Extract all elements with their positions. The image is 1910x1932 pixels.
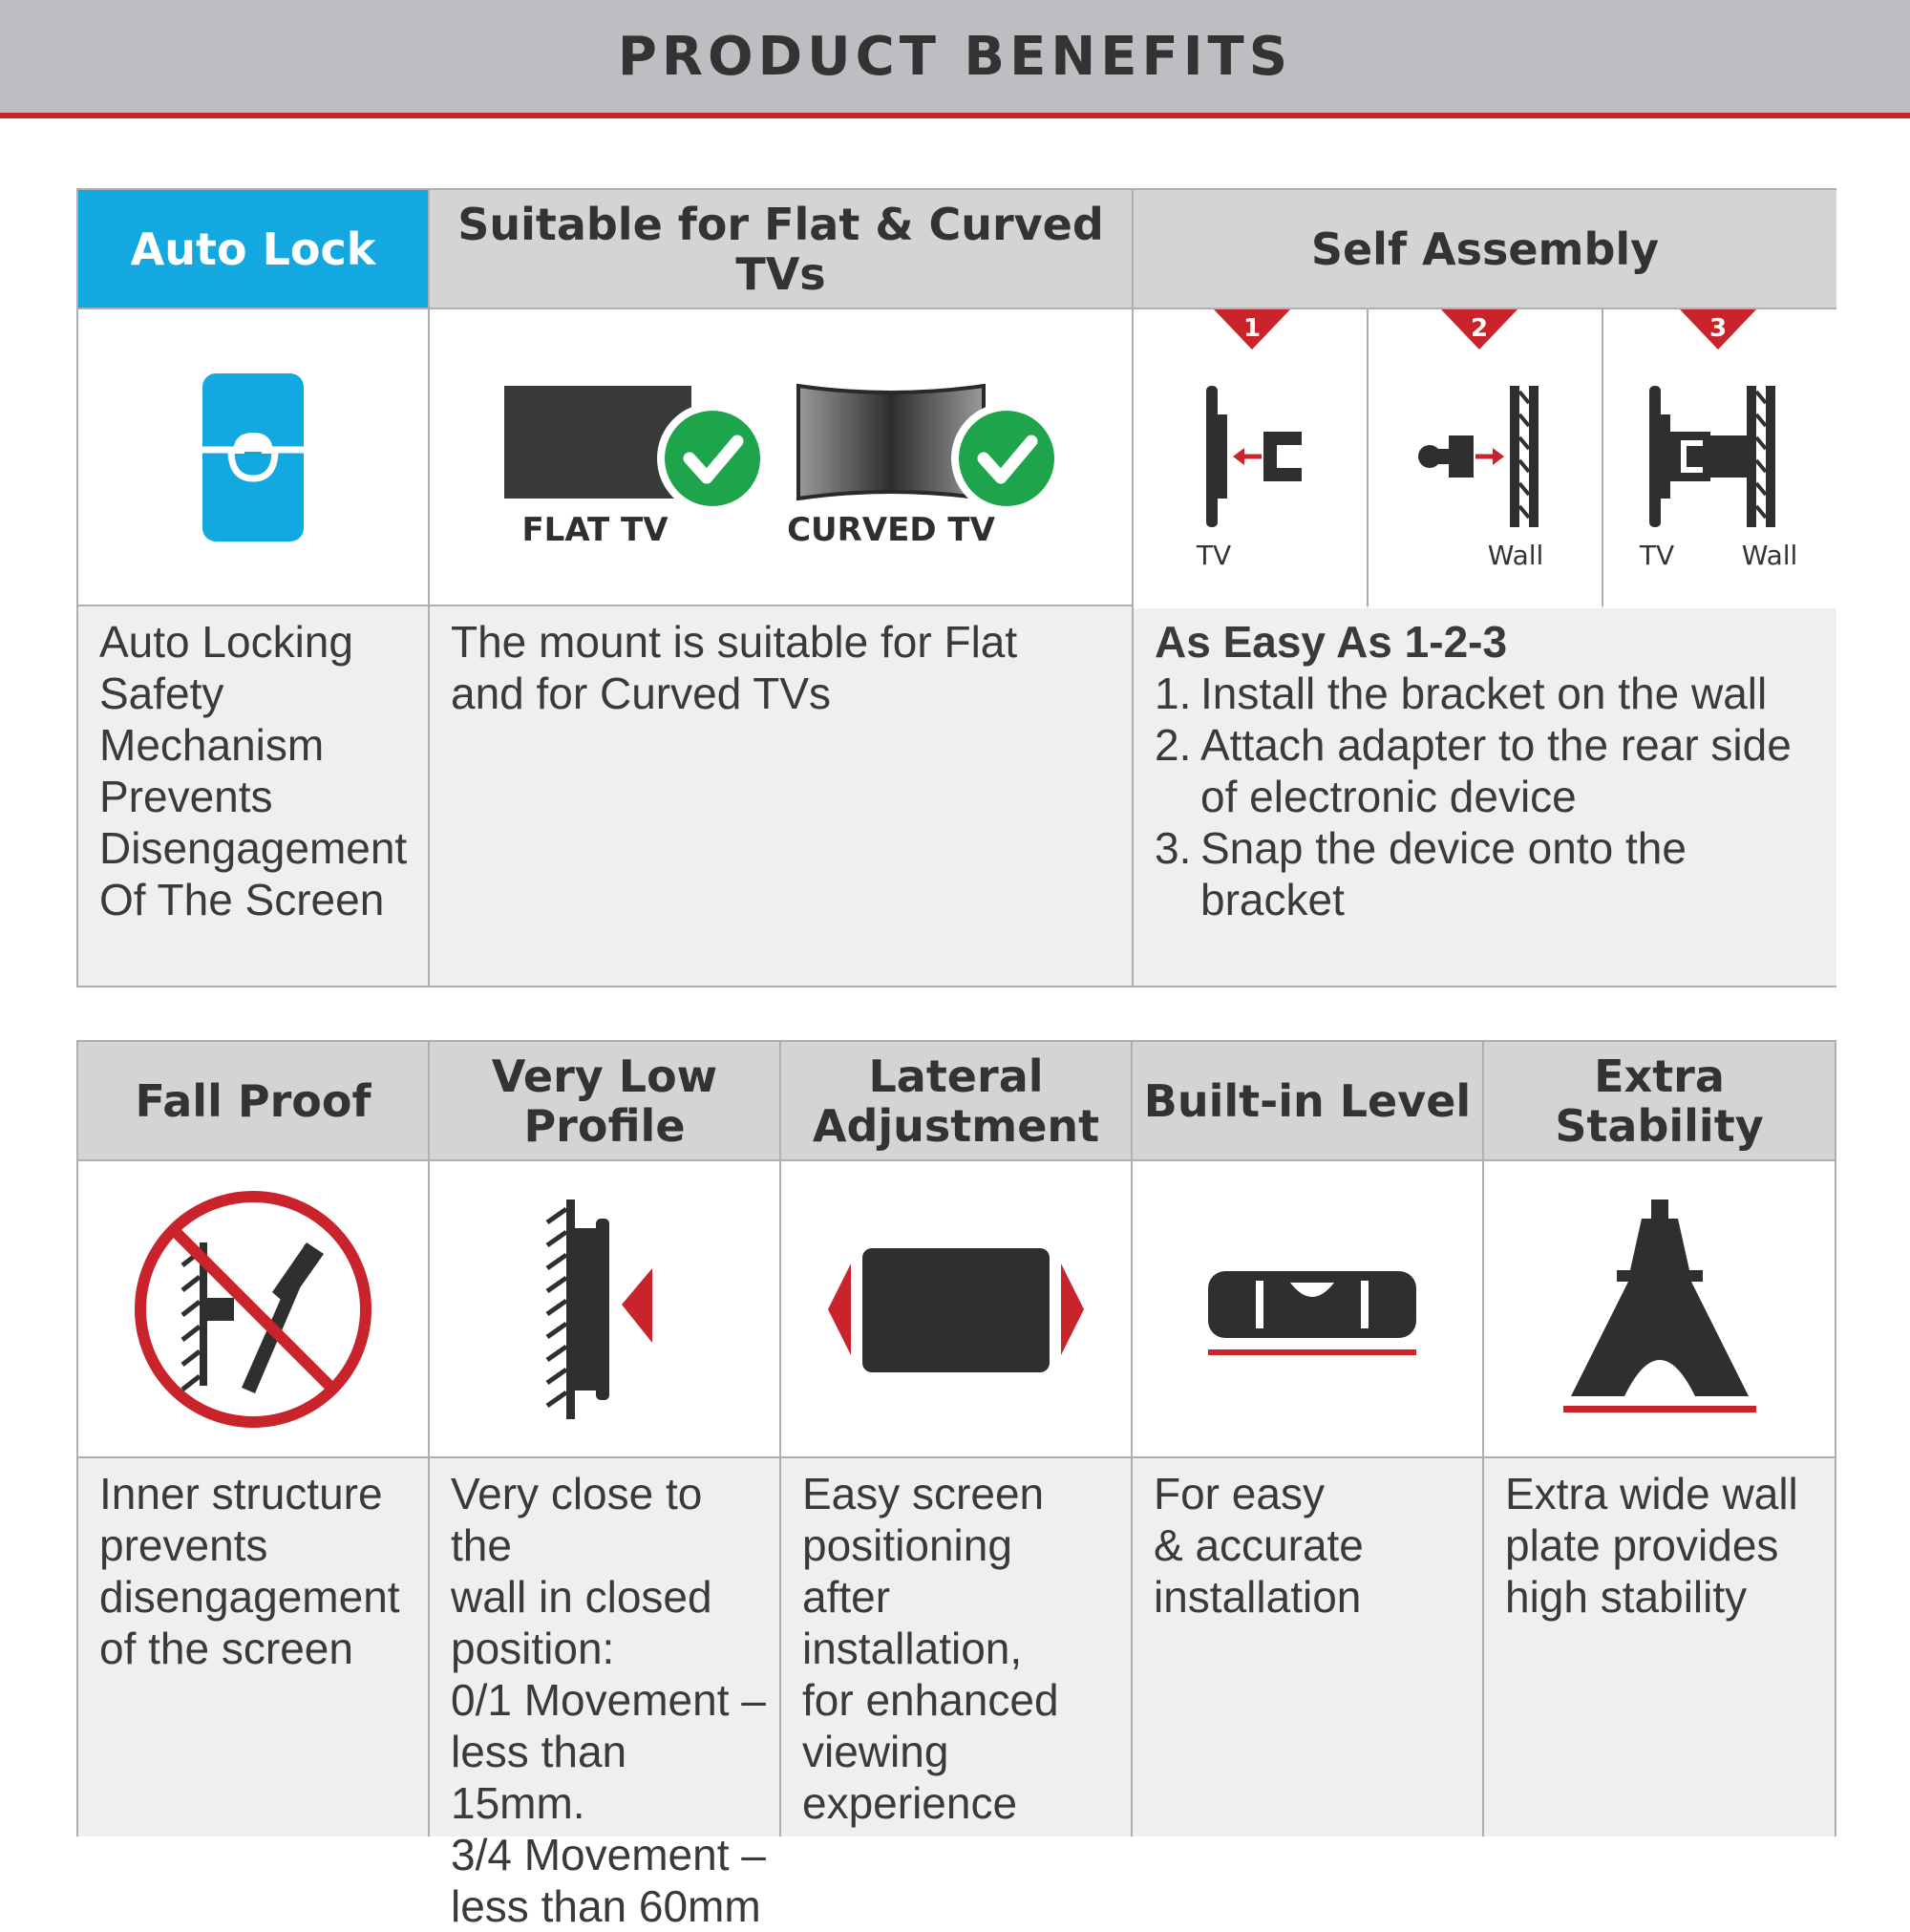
lateral-adjust-icon-cell (781, 1161, 1131, 1456)
flat-curved-header: Suitable for Flat & Curved TVs (430, 190, 1132, 308)
step-1-tv-label: TV (1196, 540, 1232, 571)
curved-check-icon (959, 411, 1054, 506)
curved-tv-label: CURVED TV (786, 510, 995, 549)
easy-title: As Easy As 1-2-3 (1155, 617, 1508, 667)
banner (0, 0, 1910, 118)
built-in-level-icon-cell (1133, 1161, 1482, 1456)
auto-lock-description (78, 606, 428, 986)
built-in-level-description: For easy & accurate installation (1133, 1458, 1482, 1836)
fall-proof-description: Inner structure prevents disengagement of the screen (78, 1458, 428, 1836)
low-profile-icon (528, 1190, 681, 1429)
spirit-level-icon (1193, 1242, 1422, 1376)
svg-text:1: 1 (1242, 314, 1262, 343)
flat-curved-text: The mount is suitable for Flat and for Curved TVs (451, 617, 1018, 718)
list-item: 3. Snap the device onto the bracket (1155, 823, 1687, 924)
extra-stability-description: Extra wide wall plate provides high stability (1484, 1458, 1835, 1836)
step-2-illustration (1369, 309, 1602, 608)
auto-lock-icon (201, 372, 306, 543)
list-item: 2. Attach adapter to the rear side of electronic device (1155, 720, 1792, 821)
extra-stability-icon-cell (1484, 1161, 1835, 1456)
bottom-benefits-table (76, 1040, 1836, 1931)
steps-list (1155, 668, 1823, 925)
auto-lock-header: Auto Lock (78, 190, 428, 308)
svg-text:3: 3 (1708, 314, 1728, 343)
step-3-wall-label: Wall (1741, 540, 1798, 571)
step-1-illustration (1134, 309, 1367, 608)
fall-proof-icon-cell (78, 1161, 428, 1456)
flat-check-icon (665, 411, 760, 506)
lateral-adjust-icon (822, 1214, 1090, 1405)
step-3-illustration (1603, 309, 1836, 608)
fall-proof-header: Fall Proof (78, 1042, 428, 1159)
built-in-level-header: Built-in Level (1133, 1042, 1482, 1159)
auto-lock-text: Auto Locking Safety Mechanism Prevents Disengagement Of The Screen (99, 617, 408, 924)
extra-stability-header: Extra Stability (1484, 1042, 1835, 1159)
auto-lock-icon-cell (78, 309, 428, 605)
step-3-tv-label: TV (1639, 540, 1675, 571)
no-fall-icon (129, 1185, 377, 1433)
self-assembly-icon-cell (1134, 309, 1836, 605)
lateral-adjustment-header: Lateral Adjustment (781, 1042, 1131, 1159)
svg-text:2: 2 (1470, 314, 1489, 343)
eiffel-tower-icon (1550, 1190, 1770, 1429)
page-title: PRODUCT BENEFITS (617, 25, 1293, 88)
lateral-adjustment-description: Easy screen positioning after installation, for enhanced viewing experience (781, 1458, 1131, 1836)
flat-curved-tv-icon (485, 367, 1077, 548)
flat-curved-icon-cell (430, 309, 1132, 605)
top-benefits-table (76, 188, 1836, 987)
low-profile-header: Very Low Profile (430, 1042, 779, 1159)
low-profile-icon-cell (430, 1161, 779, 1456)
flat-tv-label: FLAT TV (520, 510, 668, 549)
flat-curved-description (430, 606, 1132, 986)
self-assembly-header: Self Assembly (1134, 190, 1836, 308)
low-profile-description: Very close to the wall in closed position: 0/1 Movement – less than 15mm. 3/4 Movement – less than 60mm (430, 1458, 779, 1836)
step-2-wall-label: Wall (1487, 540, 1544, 571)
self-assembly-description (1134, 606, 1836, 986)
list-item: 1. Install the bracket on the wall (1155, 669, 1768, 718)
